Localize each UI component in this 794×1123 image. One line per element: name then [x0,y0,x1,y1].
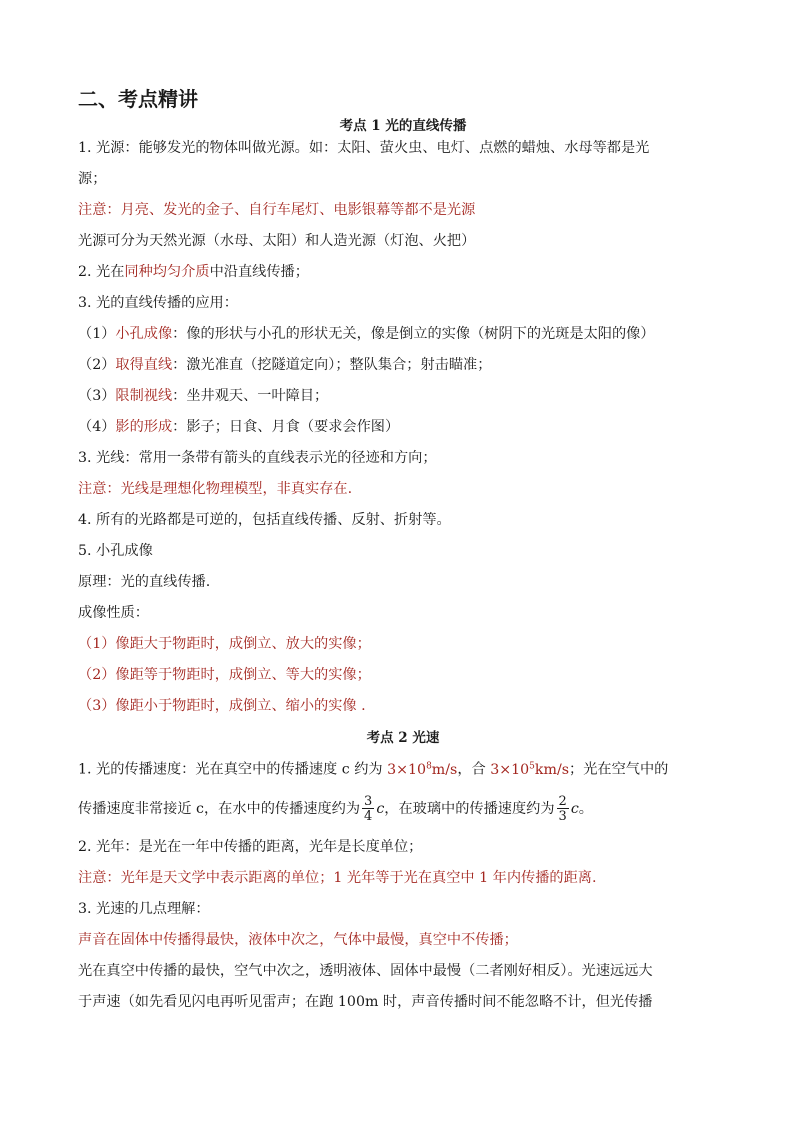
light-source-types: 光源可分为天然光源（水母、太阳）和人造光源（灯泡、火把） [78,233,476,249]
section-title: 二、考点精讲 [78,87,198,111]
image-property-3: （3）像距小于物距时，成倒立、缩小的实像 . [78,698,366,714]
note-light-ray-model: 注意：光线是理想化物理模型，非真实存在. [78,481,353,497]
sound-propagation-note: 声音在固体中传播得最快，液体中次之，气体中最慢，真空中不传播； [78,932,518,948]
fraction-denominator: 4 [364,809,373,824]
topic2-heading: 考点 2 光速 [366,730,440,746]
speed-exponent: 8 [426,761,432,771]
list-number: （1） [78,326,116,342]
fraction-denominator: 3 [558,809,567,824]
text-fragment: 中沿直线传播； [209,264,309,280]
speed-value-ms [387,762,457,778]
list-number: （2） [78,357,116,373]
light-speed-values [78,756,728,787]
light-propagation-comparison: 光在真空中传播的最快，空气中次之，透明液体、固体中最慢（二者刚好相反）。光速远远大 [78,963,653,979]
light-speed-media [78,787,728,831]
fraction-numerator: 3 [364,794,373,809]
note-not-light-sources: 注意：月亮、发光的金子、自行车尾灯、电影银幕等都不是光源 [78,202,476,218]
fraction-numerator: 2 [558,794,567,809]
application-straight-line [78,355,728,386]
speed-base: 3×10 [387,761,427,778]
speed-value-kms [490,762,569,778]
application-term: 影的形成 [115,419,173,435]
speed-unit: km/s [534,761,570,778]
text-fragment: ，合 [457,761,491,778]
pinhole-principle: 原理：光的直线传播. [78,574,211,590]
text-fragment: ；光在空气中的 [569,761,669,778]
application-text: ：像的形状与小孔的形状无关，像是倒立的实像（树阴下的光斑是太阳的像） [172,326,655,342]
application-shadow [78,417,728,448]
list-number: （3） [78,388,116,404]
light-path-reversible: 4. 所有的光路都是可逆的，包括直线传播、反射、折射等。 [78,512,451,528]
light-source-definition: 1. 光源：能够发光的物体叫做光源。如：太阳、萤火虫、电灯、点燃的蜡烛、水母等都是光 [78,140,650,156]
light-source-definition-cont: 源； [78,171,107,187]
application-pinhole [78,324,728,355]
note-light-year: 注意：光年是天文学中表示距离的单位；1 光年等于光在真空中 1 年内传播的距离. [78,870,597,886]
application-term: 限制视线 [115,388,173,404]
applications-heading: 3. 光的直线传播的应用： [78,295,238,311]
speed-exponent: 5 [529,761,535,771]
document-content [78,86,728,1023]
application-text: ：影子；日食、月食（要求会作图） [172,419,400,435]
text-fragment: 1. 光的传播速度：光在真空中的传播速度 c 约为 [78,761,388,778]
highlight-medium: 同种均匀介质 [124,264,210,280]
application-text: ：激光准直（挖隧道定向）；整队集合；射击瞄准； [172,357,492,373]
application-text: ：坐井观天、一叶障目； [172,388,329,404]
image-property-2: （2）像距等于物距时，成倒立、等大的实像； [78,667,371,683]
text-fragment: 传播速度非常接近 c，在水中的传播速度约为 [78,801,361,817]
image-properties-heading: 成像性质： [78,605,149,621]
fraction-two-thirds [557,795,569,823]
straight-line-propagation [78,262,728,293]
topic1-heading: 考点 1 光的直线传播 [339,118,467,134]
speed-base: 3×10 [490,761,530,778]
speed-unit: m/s [431,761,458,778]
application-limit-view [78,386,728,417]
light-year-definition: 2. 光年：是光在一年中传播的距离，光年是长度单位； [78,839,423,855]
variable-c: c [376,801,385,817]
pinhole-heading: 5. 小孔成像 [78,543,153,559]
variable-c: c [570,801,579,817]
text-fragment: 2. 光在 [78,264,125,280]
image-property-1: （1）像距大于物距时，成倒立、放大的实像； [78,636,371,652]
fraction-three-quarters [362,795,374,823]
text-fragment: 。 [578,801,593,817]
application-term: 小孔成像 [115,326,173,342]
light-ray-definition: 3. 光线：常用一条带有箭头的直线表示光的径迹和方向； [78,450,437,466]
application-term: 取得直线 [115,357,173,373]
light-propagation-comparison-cont: 于声速（如先看见闪电再听见雷声；在跑 100m 时，声音传播时间不能忽略不计，但光传播 [78,994,653,1010]
text-fragment: ，在玻璃中的传播速度约为 [384,801,555,817]
list-number: （4） [78,419,116,435]
light-speed-notes-heading: 3. 光速的几点理解： [78,901,210,917]
